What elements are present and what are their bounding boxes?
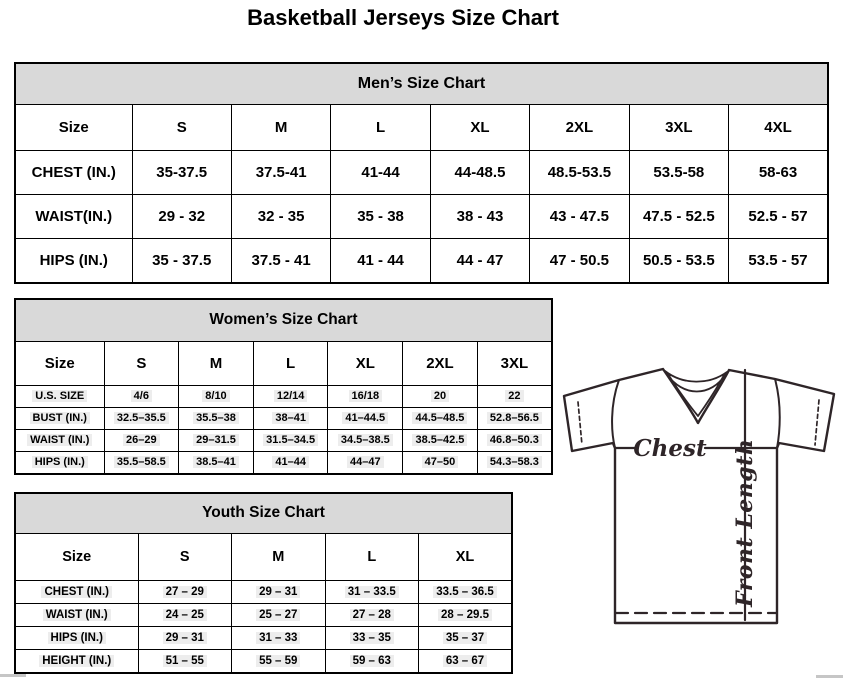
mens-value-cell: 29 - 32 — [132, 194, 231, 238]
youth-value-cell: 24 – 25 — [138, 603, 232, 626]
mens-size-header: M — [231, 104, 330, 150]
womens-size-table — [14, 298, 553, 475]
mens-row-label: HIPS (IN.) — [15, 238, 132, 283]
youth-size-header: M — [232, 533, 326, 580]
mens-table-title: Men’s Size Chart — [15, 63, 828, 104]
youth-value-cell: 33 – 35 — [325, 626, 419, 649]
womens-value-cell: 22 — [477, 385, 552, 407]
womens-value-cell: 41–44 — [253, 451, 328, 474]
youth-row-label: WAIST (IN.) — [15, 603, 138, 626]
youth-waist-row — [15, 603, 512, 626]
youth-value-cell: 28 – 29.5 — [419, 603, 513, 626]
mens-value-cell: 48.5-53.5 — [530, 150, 629, 194]
youth-value-cell: 31 – 33.5 — [325, 580, 419, 603]
womens-bust-row — [15, 407, 552, 429]
front-length-label: Front Length — [732, 438, 758, 607]
collar-detail — [665, 371, 727, 416]
womens-value-cell: 54.3–58.3 — [477, 451, 552, 474]
womens-value-cell: 52.8–56.5 — [477, 407, 552, 429]
jersey-outline — [564, 369, 834, 623]
youth-row-label: HEIGHT (IN.) — [15, 649, 138, 673]
mens-value-cell: 41 - 44 — [331, 238, 430, 283]
womens-value-cell: 32.5–35.5 — [104, 407, 179, 429]
youth-value-cell: 31 – 33 — [232, 626, 326, 649]
youth-value-cell: 63 – 67 — [419, 649, 513, 673]
mens-size-header: L — [331, 104, 430, 150]
womens-size-header: 3XL — [477, 341, 552, 385]
mens-value-cell: 52.5 - 57 — [729, 194, 828, 238]
youth-chest-row — [15, 580, 512, 603]
mens-hips-row — [15, 238, 828, 283]
mens-size-header: S — [132, 104, 231, 150]
mens-size-table — [14, 62, 829, 284]
youth-value-cell: 27 – 28 — [325, 603, 419, 626]
womens-value-cell: 44–47 — [328, 451, 403, 474]
mens-row-label: WAIST(IN.) — [15, 194, 132, 238]
womens-value-cell: 38.5–42.5 — [403, 429, 478, 451]
womens-value-cell: 31.5–34.5 — [253, 429, 328, 451]
youth-row-label: CHEST (IN.) — [15, 580, 138, 603]
womens-table-header-row — [15, 299, 552, 341]
youth-table-header-row — [15, 493, 512, 533]
youth-size-table — [14, 492, 513, 674]
mens-value-cell: 47 - 50.5 — [530, 238, 629, 283]
womens-value-cell: 47–50 — [403, 451, 478, 474]
womens-value-cell: 38–41 — [253, 407, 328, 429]
mens-value-cell: 53.5 - 57 — [729, 238, 828, 283]
youth-table-title: Youth Size Chart — [15, 493, 512, 533]
mens-size-header: 4XL — [729, 104, 828, 150]
youth-size-header-row — [15, 533, 512, 580]
womens-size-header: M — [179, 341, 254, 385]
womens-value-cell: 26–29 — [104, 429, 179, 451]
scrollbar-artifact-left — [0, 674, 26, 677]
youth-value-cell: 29 – 31 — [232, 580, 326, 603]
mens-value-cell: 37.5-41 — [231, 150, 330, 194]
jersey-measurement-diagram — [555, 360, 843, 679]
mens-value-cell: 47.5 - 52.5 — [629, 194, 728, 238]
youth-value-cell: 35 – 37 — [419, 626, 513, 649]
womens-size-header: XL — [328, 341, 403, 385]
womens-value-cell: 44.5–48.5 — [403, 407, 478, 429]
womens-value-cell: 38.5–41 — [179, 451, 254, 474]
mens-size-header: 2XL — [530, 104, 629, 150]
womens-value-cell: 41–44.5 — [328, 407, 403, 429]
mens-value-cell: 43 - 47.5 — [530, 194, 629, 238]
mens-value-cell: 50.5 - 53.5 — [629, 238, 728, 283]
womens-value-cell: 20 — [403, 385, 478, 407]
youth-size-header: XL — [419, 533, 513, 580]
mens-value-cell: 53.5-58 — [629, 150, 728, 194]
womens-value-cell: 35.5–58.5 — [104, 451, 179, 474]
womens-value-cell: 35.5–38 — [179, 407, 254, 429]
womens-hips-row — [15, 451, 552, 474]
chest-label: Chest — [633, 435, 707, 462]
youth-value-cell: 59 – 63 — [325, 649, 419, 673]
youth-value-cell: 33.5 – 36.5 — [419, 580, 513, 603]
youth-value-cell: 25 – 27 — [232, 603, 326, 626]
womens-row-label: HIPS (IN.) — [15, 451, 104, 474]
womens-size-header-row — [15, 341, 552, 385]
womens-value-cell: 8/10 — [179, 385, 254, 407]
mens-corner-header: Size — [15, 104, 132, 150]
youth-value-cell: 27 – 29 — [138, 580, 232, 603]
mens-value-cell: 38 - 43 — [430, 194, 529, 238]
mens-row-label: CHEST (IN.) — [15, 150, 132, 194]
mens-value-cell: 41-44 — [331, 150, 430, 194]
womens-row-label: U.S. SIZE — [15, 385, 104, 407]
youth-row-label: HIPS (IN.) — [15, 626, 138, 649]
womens-corner-header: Size — [15, 341, 104, 385]
mens-size-header-row — [15, 104, 828, 150]
womens-value-cell: 16/18 — [328, 385, 403, 407]
mens-size-header: 3XL — [629, 104, 728, 150]
scrollbar-artifact-right — [816, 675, 843, 678]
mens-value-cell: 35 - 37.5 — [132, 238, 231, 283]
youth-value-cell: 51 – 55 — [138, 649, 232, 673]
womens-value-cell: 29–31.5 — [179, 429, 254, 451]
mens-value-cell: 44 - 47 — [430, 238, 529, 283]
youth-corner-header: Size — [15, 533, 138, 580]
womens-value-cell: 12/14 — [253, 385, 328, 407]
mens-waist-row — [15, 194, 828, 238]
mens-value-cell: 35 - 38 — [331, 194, 430, 238]
mens-value-cell: 32 - 35 — [231, 194, 330, 238]
mens-value-cell: 58-63 — [729, 150, 828, 194]
womens-value-cell: 34.5–38.5 — [328, 429, 403, 451]
womens-row-label: WAIST (IN.) — [15, 429, 104, 451]
womens-row-label: BUST (IN.) — [15, 407, 104, 429]
page-title: Basketball Jerseys Size Chart — [247, 5, 559, 30]
youth-value-cell: 55 – 59 — [232, 649, 326, 673]
womens-size-header: S — [104, 341, 179, 385]
youth-size-header: S — [138, 533, 232, 580]
youth-value-cell: 29 – 31 — [138, 626, 232, 649]
mens-chest-row — [15, 150, 828, 194]
womens-value-cell: 4/6 — [104, 385, 179, 407]
youth-hips-row — [15, 626, 512, 649]
womens-size-header: L — [253, 341, 328, 385]
mens-value-cell: 37.5 - 41 — [231, 238, 330, 283]
womens-value-cell: 46.8–50.3 — [477, 429, 552, 451]
youth-height-row — [15, 649, 512, 673]
mens-size-header: XL — [430, 104, 529, 150]
womens-waist-row — [15, 429, 552, 451]
mens-value-cell: 44-48.5 — [430, 150, 529, 194]
mens-value-cell: 35-37.5 — [132, 150, 231, 194]
womens-table-title: Women’s Size Chart — [15, 299, 552, 341]
youth-size-header: L — [325, 533, 419, 580]
womens-us-size-row — [15, 385, 552, 407]
womens-size-header: 2XL — [403, 341, 478, 385]
mens-table-header-row — [15, 63, 828, 104]
